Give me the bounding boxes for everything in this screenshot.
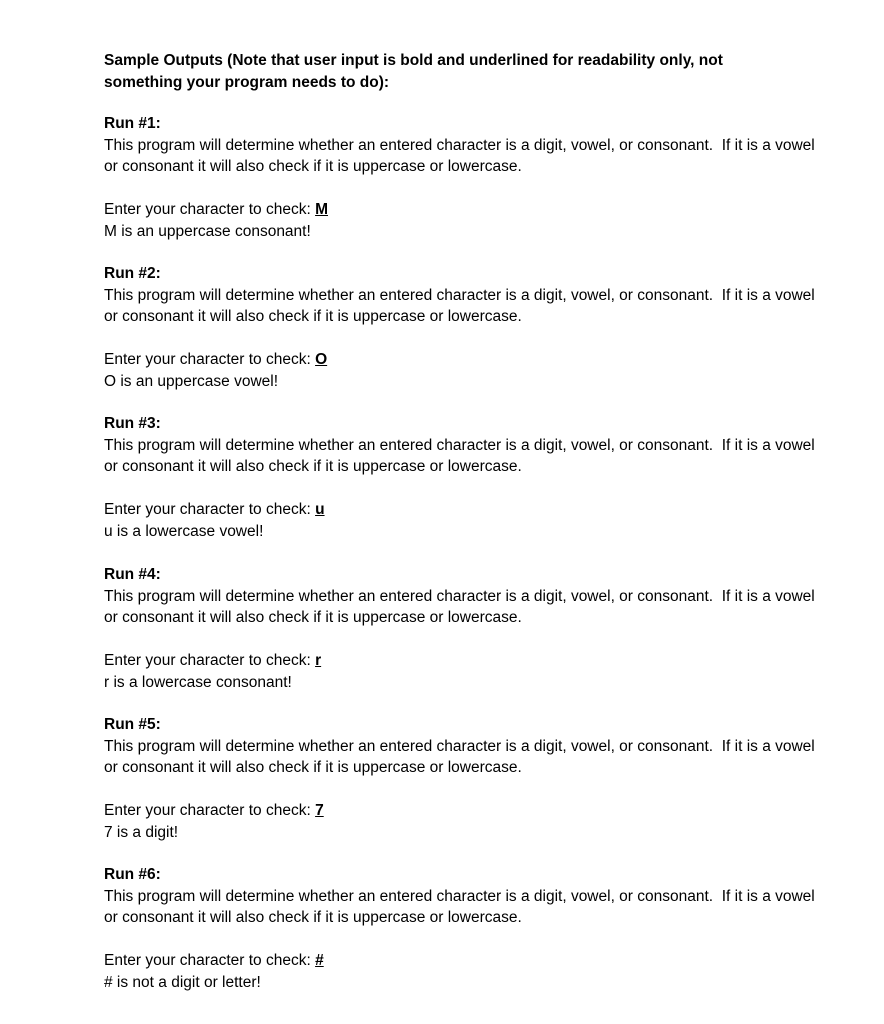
run-title: Run #1: <box>104 115 161 132</box>
run-description: This program will determine whether an entered character is a digit, vowel, or consonant. If it is a vowel or consonant it will also check if it is uppercase or lowercase. <box>104 436 820 475</box>
user-input: # <box>315 952 324 969</box>
prompt-line <box>104 950 824 972</box>
prompt-line <box>104 499 824 521</box>
prompt-text: Enter your character to check: <box>104 952 316 969</box>
user-input: M <box>315 201 328 218</box>
run-description: This program will determine whether an entered character is a digit, vowel, or consonant. If it is a vowel or consonant it will also check if it is uppercase or lowercase. <box>104 136 820 175</box>
result-line: # is not a digit or letter! <box>104 973 261 991</box>
run-description: This program will determine whether an entered character is a digit, vowel, or consonant. If it is a vowel or consonant it will also check if it is uppercase or lowercase. <box>104 887 820 926</box>
run-description: This program will determine whether an entered character is a digit, vowel, or consonant. If it is a vowel or consonant it will also check if it is uppercase or lowercase. <box>104 737 820 776</box>
sample-outputs-heading: Sample Outputs (Note that user input is bold and underlined for readability only, not something your program needs to do): <box>104 52 723 91</box>
user-input: 7 <box>315 802 324 819</box>
prompt-text: Enter your character to check: <box>104 351 316 368</box>
user-input: O <box>315 351 328 368</box>
run-title: Run #5: <box>104 716 161 733</box>
run-description: This program will determine whether an entered character is a digit, vowel, or consonant. If it is a vowel or consonant it will also check if it is uppercase or lowercase. <box>104 286 820 325</box>
run-title: Run #2: <box>104 265 161 282</box>
run-block <box>104 413 824 542</box>
run-block <box>104 113 824 242</box>
prompt-line <box>104 199 824 221</box>
run-block <box>104 564 824 693</box>
result-line: 7 is a digit! <box>104 823 179 841</box>
run-description: This program will determine whether an entered character is a digit, vowel, or consonant. If it is a vowel or consonant it will also check if it is uppercase or lowercase. <box>104 587 820 626</box>
result-line: r is a lowercase consonant! <box>104 673 292 691</box>
run-block <box>104 714 824 843</box>
result-line: u is a lowercase vowel! <box>104 522 264 540</box>
run-title: Run #3: <box>104 415 161 432</box>
run-title: Run #4: <box>104 566 161 583</box>
run-title: Run #6: <box>104 866 161 883</box>
result-line: M is an uppercase consonant! <box>104 222 311 240</box>
run-block <box>104 263 824 392</box>
prompt-text: Enter your character to check: <box>104 652 316 669</box>
user-input: r <box>315 652 322 669</box>
run-block <box>104 864 824 993</box>
prompt-text: Enter your character to check: <box>104 201 316 218</box>
prompt-line <box>104 349 824 371</box>
result-line: O is an uppercase vowel! <box>104 372 279 390</box>
user-input: u <box>315 501 325 518</box>
prompt-text: Enter your character to check: <box>104 501 316 518</box>
prompt-line <box>104 650 824 672</box>
prompt-text: Enter your character to check: <box>104 802 316 819</box>
prompt-line <box>104 800 824 822</box>
